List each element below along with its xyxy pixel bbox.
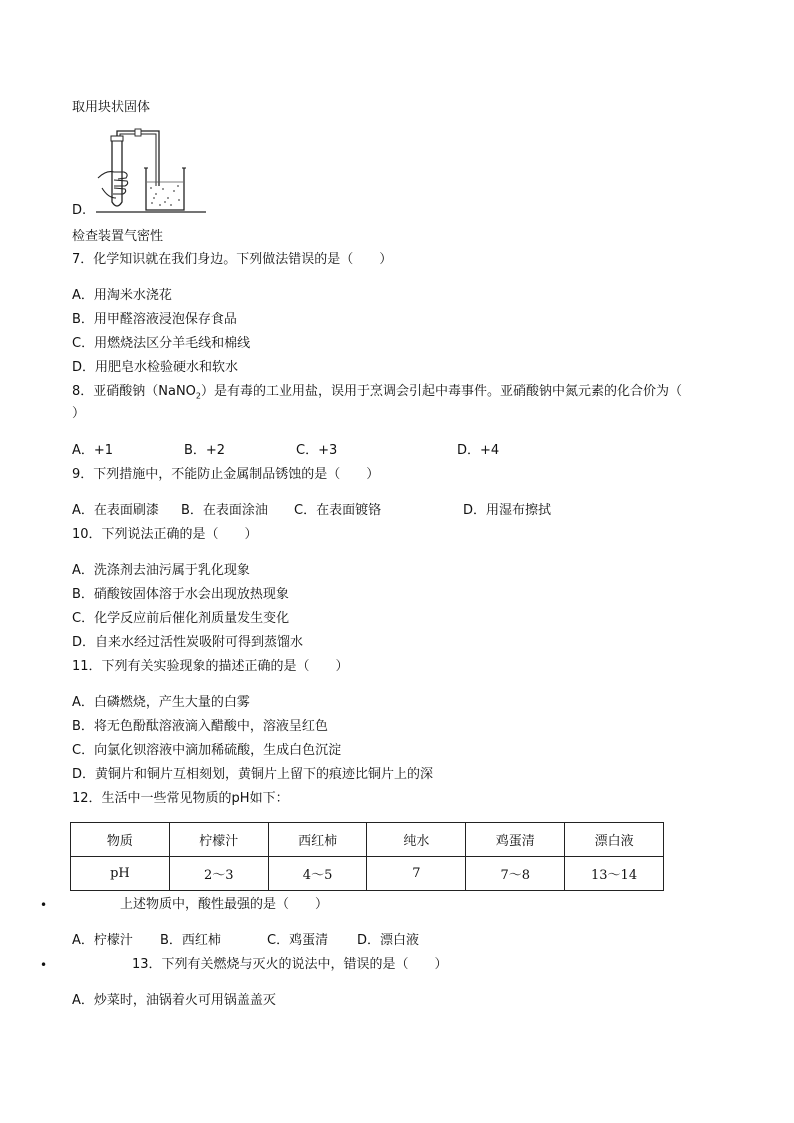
q12-sub-stem: 上述物质中，酸性最强的是（ ）: [120, 897, 329, 912]
q11-option-d: D．黄铜片和铜片互相刻划，黄铜片上留下的痕迹比铜片上的深: [72, 767, 434, 782]
table-row: [71, 857, 664, 891]
table-header-cell: 漂白液: [565, 823, 664, 857]
q8-option-c: C．+3: [296, 443, 338, 458]
q8-option-d: D．+4: [457, 443, 500, 458]
table-header-cell: 纯水: [367, 823, 466, 857]
q12-option-a: A．柠檬汁: [72, 933, 133, 948]
q12-stem: 12．生活中一些常见物质的pH如下：: [72, 791, 289, 806]
q7-option-a: A．用淘米水浇花: [72, 288, 172, 303]
q9-option-b: B．在表面涂油: [181, 503, 268, 518]
q12-option-d: D．漂白液: [357, 933, 420, 948]
q11-option-b: B．将无色酚酞溶液滴入醋酸中，溶液呈红色: [72, 719, 328, 734]
q8-stem-part2: ）是有毒的工业用盐，误用于烹调会引起中毒事件。亚硝酸钠中氮元素的化合价为（: [201, 384, 683, 399]
caption-d: 检查装置气密性: [72, 229, 164, 244]
table-header-cell: 西红柿: [268, 823, 367, 857]
q11-stem: 11．下列有关实验现象的描述正确的是（ ）: [72, 659, 349, 674]
bullet-marker: •: [40, 898, 48, 912]
q9-option-c: C．在表面镀铬: [294, 503, 382, 518]
q10-option-c: C．化学反应前后催化剂质量发生变化: [72, 611, 290, 626]
q8-option-b: B．+2: [184, 443, 226, 458]
q13-option-a: A．炒菜时，油锅着火可用锅盖盖灭: [72, 993, 276, 1008]
q10-option-b: B．硝酸铵固体溶于水会出现放热现象: [72, 587, 289, 602]
table-header-cell: 柠檬汁: [169, 823, 268, 857]
q8-stem: [72, 383, 682, 406]
option-d-label: D.: [72, 203, 87, 218]
table-header-cell: 物质: [71, 823, 170, 857]
table-cell: 2～3: [169, 857, 268, 891]
table-header-cell: 鸡蛋清: [466, 823, 565, 857]
q8-stem-subscript: 2: [195, 391, 202, 401]
q7-option-b: B．用甲醛溶液浸泡保存食品: [72, 312, 237, 327]
caption-c: 取用块状固体: [72, 100, 151, 115]
q8-stem-line2: ）: [72, 406, 86, 421]
q10-option-d: D．自来水经过活性炭吸附可得到蒸馏水: [72, 635, 304, 650]
q7-stem: 7．化学知识就在我们身边。下列做法错误的是（ ）: [72, 252, 393, 267]
table-cell: 7～8: [466, 857, 565, 891]
q13-stem: 13．下列有关燃烧与灭火的说法中，错误的是（ ）: [132, 957, 448, 972]
q7-option-c: C．用燃烧法区分羊毛线和棉线: [72, 336, 251, 351]
bullet-marker: •: [40, 958, 48, 972]
table-cell: pH: [71, 857, 170, 891]
table-cell: 13～14: [565, 857, 664, 891]
table-cell: 4～5: [268, 857, 367, 891]
q12-option-c: C．鸡蛋清: [267, 933, 329, 948]
q12-option-b: B．西红柿: [160, 933, 221, 948]
airtightness-apparatus-figure: [96, 128, 206, 218]
q9-option-a: A．在表面刷漆: [72, 503, 159, 518]
q9-stem: 9．下列措施中，不能防止金属制品锈蚀的是（ ）: [72, 467, 380, 482]
q9-option-d: D．用湿布擦拭: [463, 503, 552, 518]
table-row: [71, 823, 664, 857]
ph-table: [70, 822, 664, 891]
q8-option-a: A．+1: [72, 443, 114, 458]
q11-option-a: A．白磷燃烧，产生大量的白雾: [72, 695, 250, 710]
table-cell: 7: [367, 857, 466, 891]
q7-option-d: D．用肥皂水检验硬水和软水: [72, 360, 239, 375]
q11-option-c: C．向氯化钡溶液中滴加稀硫酸，生成白色沉淀: [72, 743, 342, 758]
q10-option-a: A．洗涤剂去油污属于乳化现象: [72, 563, 250, 578]
q8-stem-part1: 8．亚硝酸钠（NaNO: [72, 384, 196, 399]
q10-stem: 10．下列说法正确的是（ ）: [72, 527, 258, 542]
